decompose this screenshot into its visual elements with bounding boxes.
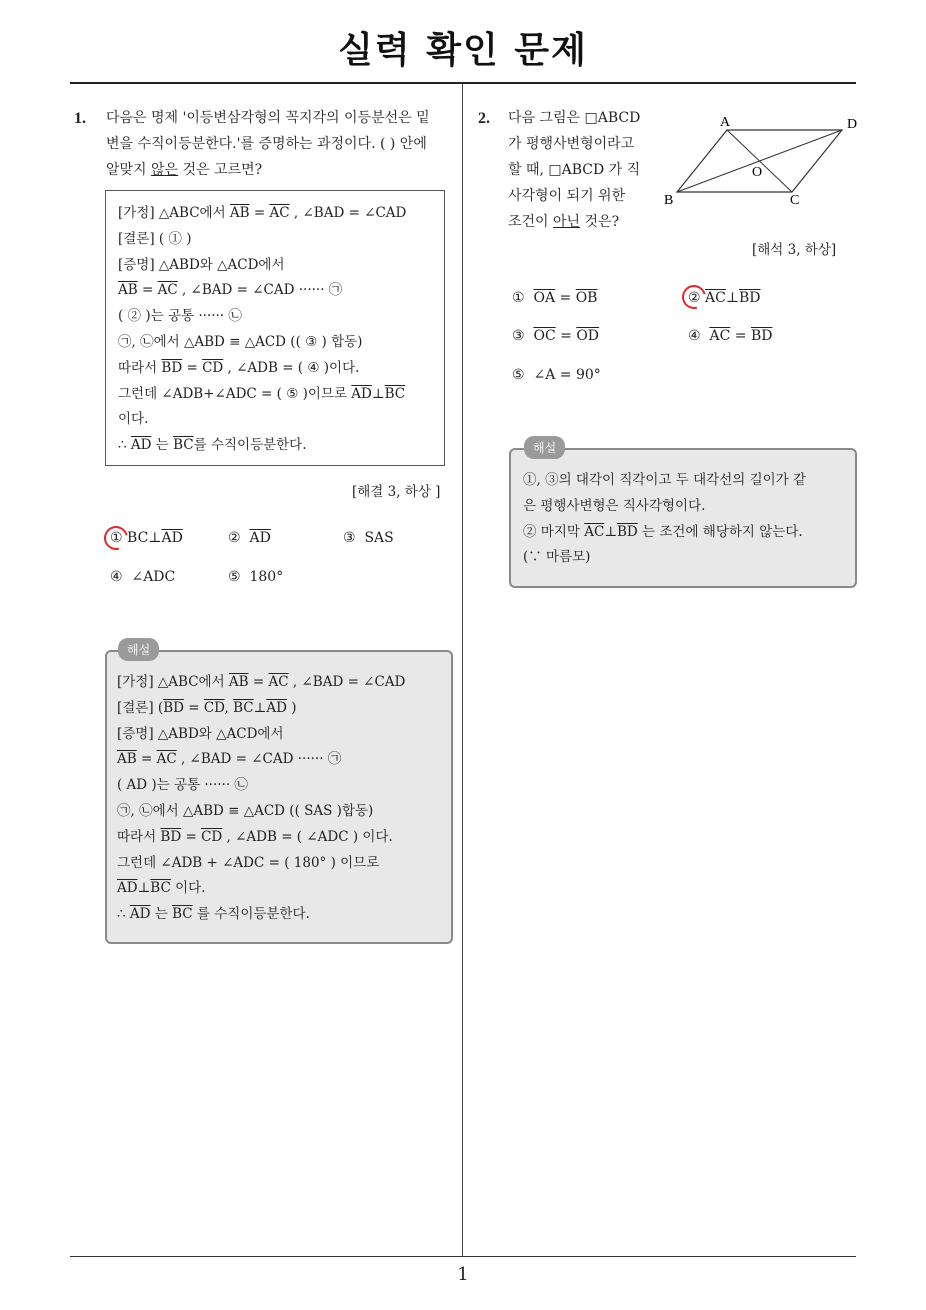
proof-step-5: 그런데 ∠ADB+∠ADC = ( ⑤ )이므로 $\overline{AD}\perp\overline{BC}$ [118,385,406,402]
question-2-source: [해석 3, 하상] [752,242,837,258]
exp1-final: ∴ $\overline{AD}$ 는 $\overline{BC}$ 를 수직이등분한다. [117,906,310,923]
proof-final: ∴ $\overline{AD}$ 는 $\overline{BC}$를 수직이등분한다. [118,437,307,454]
question-2-line-2: 가 평행사변형이라고 [508,136,635,152]
exp1-step-2: ( AD )는 공통 ······ ㉡ [117,777,248,794]
q1-choice-3[interactable]: ③ SAS [343,530,394,546]
label-d: D [847,117,858,132]
proof-box [105,190,445,466]
footer-rule [70,1256,856,1257]
question-1-number: 1. [74,110,86,127]
parallelogram-figure [660,110,870,210]
proof-conclusion: [결론] ( ① ) [118,230,192,247]
exp1-step-4: 따라서 $\overline{BD} = \overline{CD}$ , ∠ADB = ( ∠ADC ) 이다. [117,828,393,845]
explanation-1-body [117,670,405,928]
proof-step-3: ㉠, ㉡에서 △ABD ≡ △ACD (( ③ ) 합동) [118,333,363,350]
exp1-step-1: $\overline{AB} = \overline{AC}$ , ∠BAD = ∠CAD ······ ㉠ [117,751,342,768]
question-1-source: [해결 3, 하상 ] [352,484,441,500]
label-b: B [664,193,674,208]
explanation-1-tag: 해설 [118,638,159,661]
question-1-text [106,105,456,183]
proof-assumption: [가정] △ABC에서 $\overline{AB} = \overline{AC}$ , ∠BAD = ∠CAD [118,205,407,221]
exp1-step-5: 그런데 ∠ADB + ∠ADC = ( 180° ) 이므로 [117,854,380,871]
proof-start: [증명] △ABD와 △ACD에서 [118,256,285,273]
q1-choice-1[interactable]: ① $BC\perp\overline{AD}$ [110,530,183,546]
question-2-line-4: 사각형이 되기 위한 [508,188,626,204]
page-title: 실력 확인 문제 [338,30,588,71]
q2-choice-3[interactable]: ③ $\overline{OC} = \overline{OD}$ [512,328,600,344]
explanation-2-body [523,468,806,571]
proof-step-4: 따라서 $\overline{BD} = \overline{CD}$ , ∠ADB = ( ④ )이다. [118,359,360,376]
question-1-line-2: 변을 수직이등분한다.'를 증명하는 과정이다. ( ) 안에 [106,136,427,152]
exp2-line-1: ①, ③의 대각이 직각이고 두 대각선의 길이가 같 [523,472,807,488]
label-c: C [790,193,800,208]
label-o: O [752,165,763,180]
proof-step-1: $\overline{AB} = \overline{AC}$ , ∠BAD = ∠CAD ······ ㉠ [118,282,343,299]
q2-choice-2[interactable]: ② $\overline{AC}\perp\overline{BD}$ [688,290,761,306]
proof-step-2: ( ② )는 공통 ······ ㉡ [118,308,242,325]
column-divider [462,84,463,1256]
label-a: A [720,115,731,130]
question-2-line-5: 조건이 아닌 것은? [508,214,620,230]
question-1-explanation [105,650,453,944]
q1-choice-4[interactable]: ④ ∠ADC [110,569,176,585]
page-number: 1 [457,1264,469,1285]
title-rule [70,82,856,84]
explanation-2-tag: 해설 [524,436,565,459]
question-1-line-3: 알맞지 않은 것은 고르면? [106,162,263,178]
exp1-step-6: $\overline{AD}\perp\overline{BC}$ 이다. [117,880,206,897]
exp1-step-3: ㉠, ㉡에서 △ABD ≡ △ACD (( SAS )합동) [117,802,374,819]
q2-choice-1[interactable]: ① $\overline{OA} = \overline{OB}$ [512,290,598,306]
q1-choice-2[interactable]: ② $\overline{AD}$ [228,530,271,546]
exp1-conclusion: [결론] ($\overline{BD} = \overline{CD}$, $\overline{BC}\perp\overline{AD}$ ) [117,699,297,716]
question-2-line-3: 할 때, □ABCD 가 직 [508,162,641,178]
exp2-line-4: (∵ 마름모) [523,549,591,566]
exp2-line-3: ② 마지막 $\overline{AC}\perp\overline{BD}$ 는 조건에 해당하지 않는다. [523,523,803,540]
question-2-line-1: 다음 그림은 □ABCD [508,110,641,126]
exp2-line-2: 은 평행사변형은 직사각형이다. [523,497,706,514]
question-2-explanation [509,448,857,588]
q1-choice-5[interactable]: ⑤ 180° [228,569,284,585]
question-1-line-1: 다음은 명제 '이등변삼각형의 꼭지각의 이등분선은 밑 [106,110,430,126]
question-2-number: 2. [478,110,490,127]
proof-step-6: 이다. [118,411,149,428]
q2-choice-4[interactable]: ④ $\overline{AC} = \overline{BD}$ [688,328,773,344]
exp1-start: [증명] △ABD와 △ACD에서 [117,725,284,742]
q2-choice-5[interactable]: ⑤ ∠A = 90° [512,367,601,383]
exp1-assumption: [가정] △ABC에서 $\overline{AB} = \overline{AC}$ , ∠BAD = ∠CAD [117,674,406,690]
question-2-text [508,105,658,235]
